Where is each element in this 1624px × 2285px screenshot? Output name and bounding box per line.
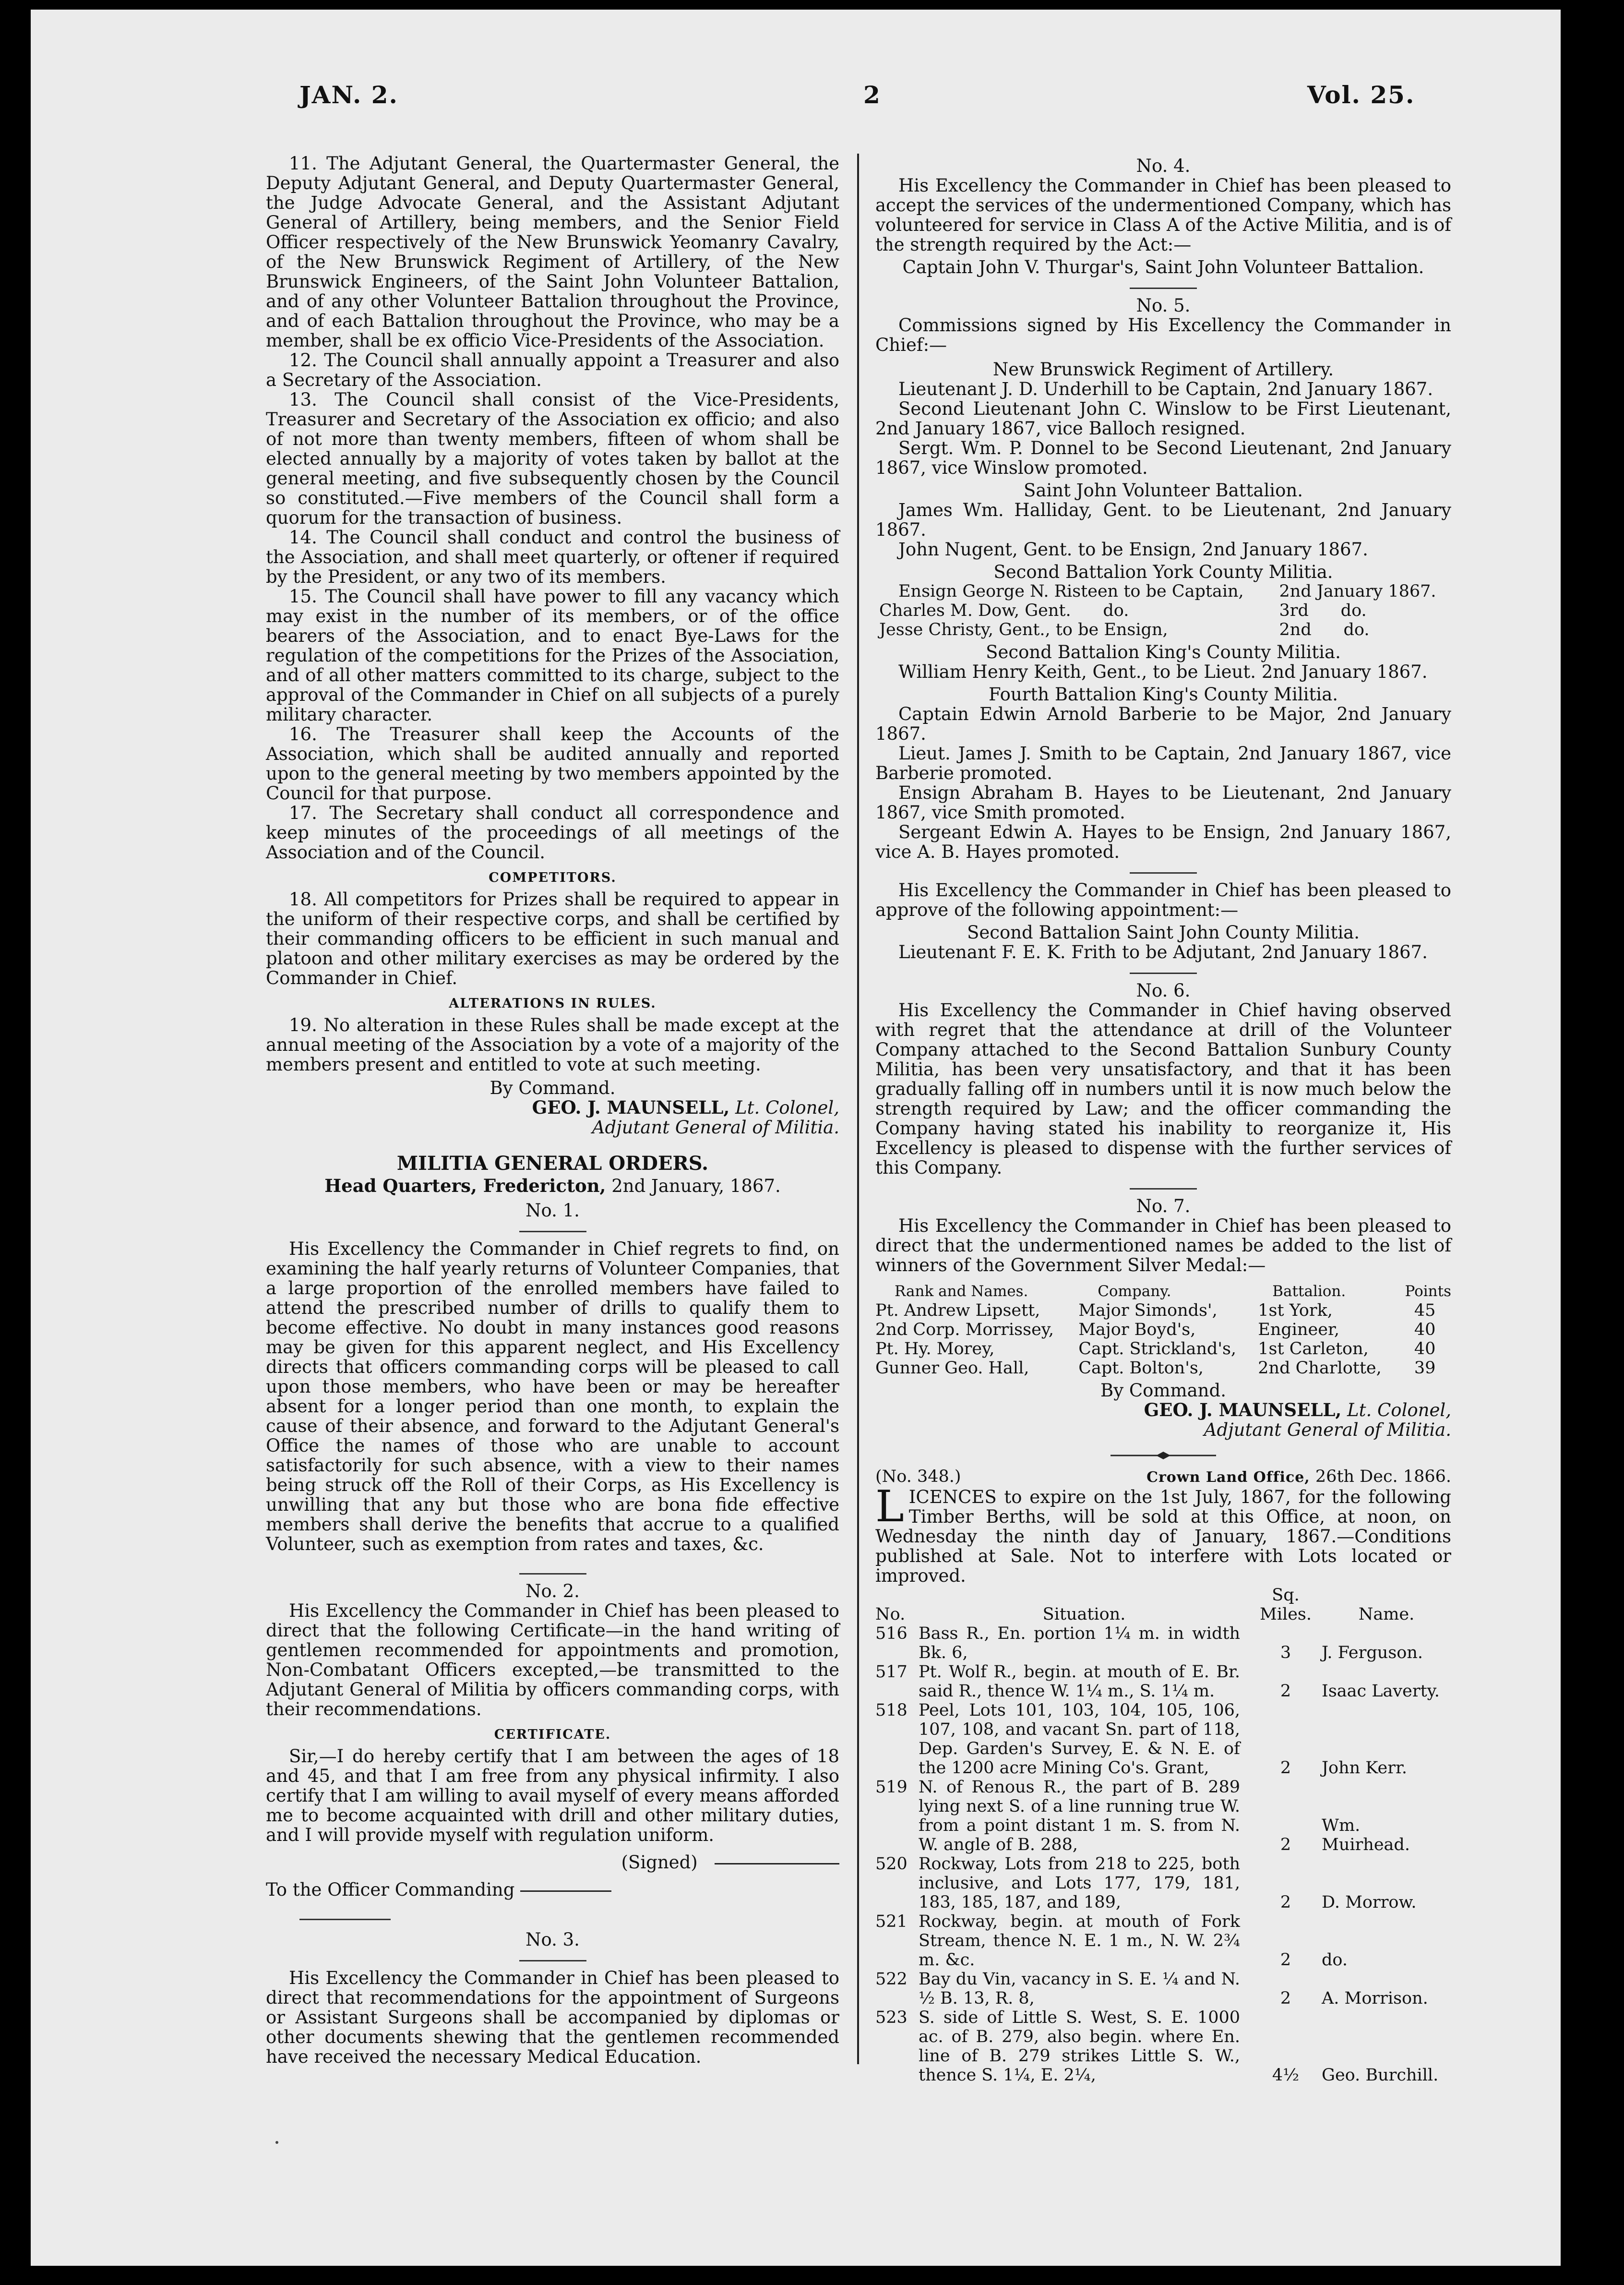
medal-name: 2nd Corp. Morrissey, <box>875 1320 1054 1339</box>
orders-dateline <box>266 1176 839 1196</box>
berth-situation: Peel, Lots 101, 103, 104, 105, 106, 107, 108, and vacant Sn. part of 118, Dep. Garden's Survey, E. & N. E. of the 1200 acre Mining Co's. Grant, <box>919 1701 1240 1778</box>
berth-name: J. Ferguson. <box>1322 1643 1423 1662</box>
commission-cell: Charles M. Dow, Gent. do. <box>879 601 1129 620</box>
notice-office: Crown Land Office, <box>1146 1469 1310 1486</box>
rule-13: 13. The Council shall consist of the Vice-Presidents, Treasurer and Secretary of the Association ex officio; and also of not more than twenty members, fifteen of whom shall be elected annually by a majority of votes taken by ballot at the general meeting, and five subsequently chosen by the Council so constituted.—Five members of the Council shall form a quorum for the transaction of business. <box>266 389 839 528</box>
medal-name: Pt. Hy. Morey, <box>875 1339 995 1359</box>
certificate-heading: CERTIFICATE. <box>494 1727 611 1742</box>
berth-name: D. Morrow. <box>1322 1893 1417 1912</box>
volume-number: Vol. 25. <box>1307 81 1415 109</box>
berth-situation: S. side of Little S. West, S. E. 1000 ac. of B. 279, also begin. where En. line of B. 279 strikes Little S. W., thence S. 1¼, E. 2¼, <box>919 2008 1240 2085</box>
commission-item: Sergeant Edwin A. Hayes to be Ensign, 2nd January 1867, vice A. B. Hayes promoted. <box>875 822 1451 862</box>
berth-situation: Rockway, Lots from 218 to 225, both inclusive, and Lots 177, 179, 181, 183, 185, 187, and 189, <box>919 1854 1240 1912</box>
berth-situation: Pt. Wolf R., begin. at mouth of E. Br. said R., thence W. 1¼ m., S. 1¼ m. <box>919 1662 1240 1701</box>
berth-number: 523 <box>875 2008 908 2027</box>
table-row <box>875 582 1451 601</box>
signer-title: Adjutant General of Militia. <box>1204 1419 1451 1440</box>
rule-15: 15. The Council shall have power to fill any vacancy which may exist in the number of its members, or of the office bearers of the Association, and to enact Bye-Laws for the regulation of the competitions for the Prizes of the Association, and of all other matters committed to its charge, subject to the approval of the Commander in Chief on all subjects of a purely military character. <box>266 586 839 725</box>
berth-sq-miles: 2 <box>1280 1893 1291 1912</box>
order-1-text: His Excellency the Commander in Chief regrets to find, on examining the half yearly returns of Volunteer Companies, that a large proportion of the enrolled members have failed to attend the prescribed number of drills to qualify them to become effective. No doubt in many instances good reasons may be given for this apparent neglect, and His Excellency directs that officers commanding corps will be pleased to call upon those members, who have been or may be hereafter absent for a longer period than one month, to explain the cause of their absence, and forward to the Adjutant General's Office the names of those who are unable to account satisfactorily for such absence, with a view to their names being struck off the Roll of their Corps, as His Excellency is unwilling that any but those who are bona fide effective members shall derive the benefits that accrue to a qualified Volunteer, such as exemption from rates and taxes, &c. <box>266 1239 839 1554</box>
medal-points: 40 <box>1414 1339 1436 1359</box>
commission-item: Sergt. Wm. P. Donnel to be Second Lieutenant, 2nd January 1867, vice Winslow promoted. <box>875 438 1451 478</box>
commission-item: Ensign Abraham B. Hayes to be Lieutenant, 2nd January 1867, vice Smith promoted. <box>875 782 1451 823</box>
officer-line <box>266 1880 839 1900</box>
berth-number: 517 <box>875 1662 908 1682</box>
separator <box>1130 973 1197 974</box>
licence-text: ICENCES to expire on the 1st July, 1867, for the following Timber Berths, will be sold at this Office, at noon, on Wednesday the ninth day of January, 1867.—Conditions published at Sale. Not to interfere with Lots located or improved. <box>875 1487 1451 1586</box>
issue-date: JAN. 2. <box>299 81 398 109</box>
commission-item: James Wm. Halliday, Gent. to be Lieutenant, 2nd January 1867. <box>875 500 1451 540</box>
by-command: By Command. <box>490 1078 616 1098</box>
medal-company: Capt. Strickland's, <box>1078 1339 1237 1359</box>
date-cell: 2nd January 1867. <box>1279 582 1436 601</box>
officer-blank <box>520 1890 611 1892</box>
ornament-icon <box>1111 1451 1216 1460</box>
medal-company: Major Simonds', <box>1078 1301 1218 1320</box>
separator <box>519 1960 586 1961</box>
dropcap: L <box>875 1481 904 1532</box>
medal-name: Pt. Andrew Lipsett, <box>875 1301 1040 1320</box>
newspaper-page <box>31 10 1561 2266</box>
ornamental-rule <box>875 1444 1451 1464</box>
signer-rank: Lt. Colonel, <box>735 1097 839 1118</box>
berth-sq-miles: 2 <box>1280 1835 1291 1854</box>
certificate-text: Sir,—I do hereby certify that I am between the ages of 18 and 45, and that I am free from any physical infirmity. I also certify that I am willing to avail myself of every means afforded me to become acquainted with drill and other military duties, and I will provide myself with regulation uniform. <box>266 1746 839 1845</box>
medal-battalion: Engineer, <box>1258 1320 1339 1339</box>
berth-number: 522 <box>875 1970 908 1989</box>
commission-item: Lieutenant J. D. Underhill to be Captain, 2nd January 1867. <box>898 379 1433 399</box>
table-row <box>875 1970 1451 2008</box>
berth-sq-miles: 3 <box>1280 1643 1291 1662</box>
notice-place-date <box>1002 1467 1451 1487</box>
notice-date: 26th Dec. 1866. <box>1315 1467 1451 1486</box>
separator <box>519 1231 586 1232</box>
order-4-company: Captain John V. Thurgar's, Saint John Volunteer Battalion. <box>902 257 1424 277</box>
berth-situation: Bass R., En. portion 1¼ m. in width Bk. 6, <box>919 1624 1240 1662</box>
separator <box>1130 1188 1197 1190</box>
york-commissions-table <box>875 582 1451 639</box>
separator <box>299 1919 391 1920</box>
medal-company: Major Boyd's, <box>1078 1320 1196 1339</box>
column-header: Situation. <box>1042 1605 1126 1624</box>
column-header: No. <box>875 1605 906 1624</box>
column-header: Rank and Names. <box>895 1283 1028 1300</box>
berth-number: 521 <box>875 1912 908 1931</box>
berth-number: 520 <box>875 1854 908 1874</box>
orders-date: 2nd January, 1867. <box>611 1176 781 1196</box>
table-row <box>875 1778 1451 1854</box>
commission-item: Lieut. James J. Smith to be Captain, 2nd January 1867, vice Barberie promoted. <box>875 743 1451 783</box>
ink-speck <box>275 2141 278 2144</box>
notice-number: (No. 348.) <box>875 1467 961 1486</box>
order-5-intro: Commissions signed by His Excellency the Commander in Chief:— <box>875 315 1451 355</box>
signature-line <box>875 1400 1451 1420</box>
berth-sq-miles: 2 <box>1280 1950 1291 1970</box>
berth-name: A. Morrison. <box>1322 1989 1428 2008</box>
medal-battalion: 1st York, <box>1258 1301 1333 1320</box>
table-row <box>875 1301 1451 1320</box>
order-2-text: His Excellency the Commander in Chief has been pleased to direct that the following Certificate—in the hand writing of gentlemen recommended for appointments and promotion, Non-Combatant Officers excepted,—be transmitted to the Adjutant General of Militia by officers commanding corps, with their recommendations. <box>266 1600 839 1720</box>
berth-name: Geo. Burchill. <box>1322 2066 1439 2085</box>
column-header: Company. <box>1098 1283 1171 1300</box>
rule-17: 17. The Secretary shall conduct all correspondence and keep minutes of the proceedings of all meetings of the Association and of the Council. <box>266 803 839 863</box>
commission-cell: Ensign George N. Risteen to be Captain, <box>898 582 1244 601</box>
licence-notice <box>875 1481 1451 1586</box>
berth-sq-miles: 2 <box>1280 1758 1291 1778</box>
table-row <box>875 1339 1451 1359</box>
column-header: Battalion. <box>1272 1283 1346 1300</box>
orders-title: MILITIA GENERAL ORDERS. <box>396 1152 709 1175</box>
berth-sq-miles: 2 <box>1280 1682 1291 1701</box>
competitors-heading: COMPETITORS. <box>489 870 617 885</box>
table-header-row <box>875 1282 1451 1301</box>
medal-winners-table <box>875 1282 1451 1378</box>
by-command: By Command. <box>1100 1380 1226 1401</box>
berth-situation: N. of Renous R., the part of B. 289 lying next S. of a line running true W. from a point distant 1 m. S. from N. W. angle of B. 288, <box>919 1778 1240 1854</box>
table-row <box>875 2008 1451 2085</box>
medal-battalion: 2nd Charlotte, <box>1258 1359 1382 1378</box>
unit-heading: Fourth Battalion King's County Militia. <box>988 684 1338 705</box>
page-number: 2 <box>863 81 881 109</box>
commission-cell: Jesse Christy, Gent., to be Ensign, <box>879 620 1168 639</box>
order-2-heading: No. 2. <box>525 1581 580 1601</box>
right-column <box>875 156 1451 2085</box>
order-7-text: His Excellency the Commander in Chief has been pleased to direct that the undermentioned names be added to the list of winners of the Government Silver Medal:— <box>875 1215 1451 1275</box>
separator <box>1130 288 1197 289</box>
order-4-text: His Excellency the Commander in Chief has been pleased to accept the services of the undermentioned Company, which has volunteered for service in Class A of the Active Militia, and is of the strength required by the Act:— <box>875 175 1451 255</box>
rule-11: 11. The Adjutant General, the Quartermaster General, the Deputy Adjutant General, and Deputy Quartermaster General, the Judge Advocate General, and the Assistant Adjutant General of Artillery, being members, and the Senior Field Officer respectively of the New Brunswick Yeomanry Cavalry, of the New Brunswick Regiment of Artillery, of the New Brunswick Engineers, of the Saint John Volunteer Battalion, and of any other Volunteer Battalion throughout the Province, and of each Battalion throughout the Province, who may be a member, shall be ex officio Vice-Presidents of the Association. <box>266 153 839 351</box>
date-cell: 2nd do. <box>1279 620 1370 639</box>
signer-name: GEO. J. MAUNSELL, <box>1144 1399 1342 1420</box>
berth-name: Isaac Laverty. <box>1322 1682 1440 1701</box>
table-row <box>875 1359 1451 1378</box>
medal-points: 40 <box>1414 1320 1436 1339</box>
order-4-heading: No. 4. <box>1136 156 1191 176</box>
table-header-row <box>875 1586 1451 1624</box>
berth-sq-miles: 4½ <box>1272 2066 1300 2085</box>
timber-berths-table <box>875 1586 1451 2085</box>
order-7-heading: No. 7. <box>1136 1196 1191 1216</box>
order-3-text: His Excellency the Commander in Chief has been pleased to direct that recommendations for the appointment of Surgeons or Assistant Surgeons shall be accompanied by diplomas or other documents shewing that the gentlemen recommended have received the necessary Medical Education. <box>266 1968 839 2067</box>
signature-line <box>266 1098 839 1118</box>
medal-battalion: 1st Carleton, <box>1258 1339 1369 1359</box>
table-row <box>875 1662 1451 1701</box>
left-column <box>266 154 839 2067</box>
table-row <box>875 1320 1451 1339</box>
medal-name: Gunner Geo. Hall, <box>875 1359 1029 1378</box>
rule-19: 19. No alteration in these Rules shall be made except at the annual meeting of the Association by a vote of a majority of the members present and entitled to vote at such meeting. <box>266 1015 839 1075</box>
signer-rank: Lt. Colonel, <box>1347 1400 1451 1420</box>
column-header: Sq. Miles. <box>1259 1586 1312 1624</box>
signature-blank <box>715 1863 839 1864</box>
appointment-item: Lieutenant F. E. K. Frith to be Adjutant, 2nd January 1867. <box>898 942 1428 962</box>
signer-title: Adjutant General of Militia. <box>592 1117 839 1138</box>
berth-name: do. <box>1322 1950 1348 1970</box>
commission-item: Captain Edwin Arnold Barberie to be Major, 2nd January 1867. <box>875 704 1451 744</box>
appointment-intro: His Excellency the Commander in Chief has been pleased to approve of the following appointment:— <box>875 880 1451 920</box>
signed-line <box>266 1852 839 1872</box>
signer-name: GEO. J. MAUNSELL, <box>532 1097 730 1118</box>
table-row <box>875 620 1451 639</box>
commission-item: Second Lieutenant John C. Winslow to be First Lieutenant, 2nd January 1867, vice Balloch resigned. <box>875 398 1451 439</box>
signed-label: (Signed) <box>621 1852 698 1873</box>
berth-sq-miles: 2 <box>1280 1989 1291 2008</box>
column-divider <box>857 154 859 2064</box>
medal-company: Capt. Bolton's, <box>1078 1359 1204 1378</box>
order-1-heading: No. 1. <box>525 1200 580 1221</box>
table-row <box>875 1912 1451 1970</box>
alterations-heading: ALTERATIONS IN RULES. <box>449 996 657 1011</box>
orders-place: Head Quarters, Fredericton, <box>324 1175 606 1196</box>
to-officer-label: To the Officer Commanding <box>266 1879 515 1900</box>
rule-18: 18. All competitors for Prizes shall be required to appear in the uniform of their respective corps, and shall be certified by their commanding officers to be efficient in such manual and platoon and other military exercises as may be ordered by the Commander in Chief. <box>266 889 839 988</box>
rule-12: 12. The Council shall annually appoint a Treasurer and also a Secretary of the Association. <box>266 350 839 390</box>
unit-heading: Saint John Volunteer Battalion. <box>1023 480 1303 501</box>
separator <box>1130 872 1197 874</box>
column-header: Name. <box>1358 1605 1415 1624</box>
order-5-heading: No. 5. <box>1136 295 1191 316</box>
notice-dateline <box>875 1467 1451 1487</box>
unit-heading: Second Battalion York County Militia. <box>993 562 1333 582</box>
berth-name: Wm. Muirhead. <box>1322 1816 1410 1854</box>
berth-number: 516 <box>875 1624 908 1643</box>
berth-number: 518 <box>875 1701 908 1720</box>
order-6-text: His Excellency the Commander in Chief having observed with regret that the attendance at drill of the Volunteer Company attached to the Second Battalion Sunbury County Militia, has been very unsatisfactory, and that it has been gradually falling off in numbers until it is now much below the strength required by Law; and the officer commanding the Company having stated his inability to reorganize it, His Excellency is pleased to dispense with the further services of this Company. <box>875 1000 1451 1178</box>
unit-heading: Second Battalion Saint John County Militia. <box>967 922 1360 943</box>
table-row <box>875 1701 1451 1778</box>
commission-item: William Henry Keith, Gent., to be Lieut. 2nd January 1867. <box>898 661 1428 682</box>
table-row <box>875 1624 1451 1662</box>
column-header: Points <box>1405 1283 1451 1300</box>
order-3-heading: No. 3. <box>525 1929 580 1950</box>
berth-name: John Kerr. <box>1322 1758 1407 1778</box>
date-cell: 3rd do. <box>1279 601 1367 620</box>
unit-heading: New Brunswick Regiment of Artillery. <box>992 359 1334 380</box>
table-row <box>875 1854 1451 1912</box>
berth-situation: Rockway, begin. at mouth of Fork Stream, thence N. E. 1 m., N. W. 2¾ m. &c. <box>919 1912 1240 1970</box>
berth-number: 519 <box>875 1778 908 1797</box>
table-row <box>875 601 1451 620</box>
separator <box>519 1573 586 1575</box>
rule-14: 14. The Council shall conduct and control the business of the Association, and shall meet quarterly, or oftener if required by the President, or any two of its members. <box>266 527 839 587</box>
medal-points: 39 <box>1414 1359 1436 1378</box>
unit-heading: Second Battalion King's County Militia. <box>986 642 1341 662</box>
commission-item: John Nugent, Gent. to be Ensign, 2nd January 1867. <box>898 539 1368 560</box>
order-6-heading: No. 6. <box>1136 980 1191 1001</box>
medal-points: 45 <box>1414 1301 1436 1320</box>
rule-16: 16. The Treasurer shall keep the Accounts of the Association, which shall be audited annually and reported upon to the general meeting by two members appointed by the Council for that purpose. <box>266 724 839 804</box>
berth-situation: Bay du Vin, vacancy in S. E. ¼ and N. ½ B. 13, R. 8, <box>919 1970 1240 2008</box>
